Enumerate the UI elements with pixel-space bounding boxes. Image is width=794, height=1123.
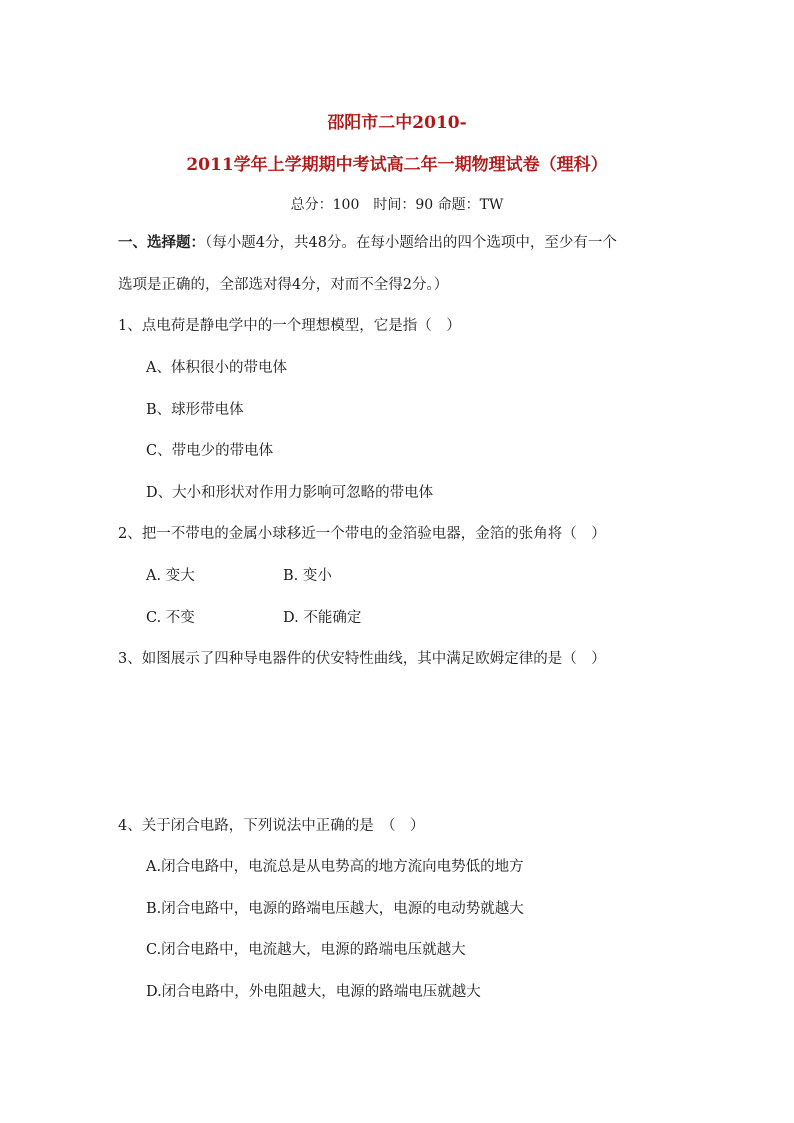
- question-3-figure-area: [118, 680, 678, 800]
- section-1-heading: 一、选择题：: [118, 234, 205, 251]
- section-1-instructions: [118, 233, 617, 253]
- section-1-instructions-1: （每小题4分，共48分。在每小题给出的四个选项中，至少有一个: [205, 235, 617, 251]
- question-2-option-c: C. 不变: [146, 610, 195, 626]
- question-4-option-d: D.闭合电路中，外电阻越大，电源的路端电压就越大: [146, 984, 481, 1000]
- question-2-option-b: B. 变小: [283, 568, 332, 584]
- exam-title-line-1: 邵阳市二中2010-: [327, 113, 467, 133]
- exam-title-line-2: 2011学年上学期期中考试高二年一期物理试卷（理科）: [186, 155, 608, 175]
- question-1-option-c: C、带电少的带电体: [146, 443, 274, 459]
- question-4-option-c: C.闭合电路中，电流越大，电源的路端电压就越大: [146, 942, 466, 958]
- question-1-option-d: D、大小和形状对作用力影响可忽略的带电体: [146, 485, 434, 501]
- question-2-stem: 2、把一不带电的金属小球移近一个带电的金箔验电器，金箔的张角将（ ）: [118, 526, 606, 542]
- question-4-option-a: A.闭合电路中，电流总是从电势高的地方流向电势低的地方: [146, 859, 524, 875]
- question-1-stem: 1、点电荷是静电学中的一个理想模型，它是指（ ）: [118, 318, 461, 334]
- question-1-option-a: A、体积很小的带电体: [146, 360, 287, 376]
- question-2-option-d: D. 不能确定: [283, 610, 362, 626]
- question-2-option-a: A. 变大: [146, 568, 195, 584]
- exam-meta: 总分：100 时间：90 命题：TW: [290, 197, 504, 213]
- question-1-option-b: B、球形带电体: [146, 402, 244, 418]
- question-3-stem: 3、如图展示了四种导电器件的伏安特性曲线，其中满足欧姆定律的是（ ）: [118, 651, 606, 667]
- section-1-instructions-2: 选项是正确的，全部选对得4分，对而不全得2分。）: [118, 277, 449, 293]
- question-4-stem: 4、关于闭合电路，下列说法中正确的是 （ ）: [118, 818, 425, 834]
- question-4-option-b: B.闭合电路中，电源的路端电压越大，电源的电动势就越大: [146, 901, 524, 917]
